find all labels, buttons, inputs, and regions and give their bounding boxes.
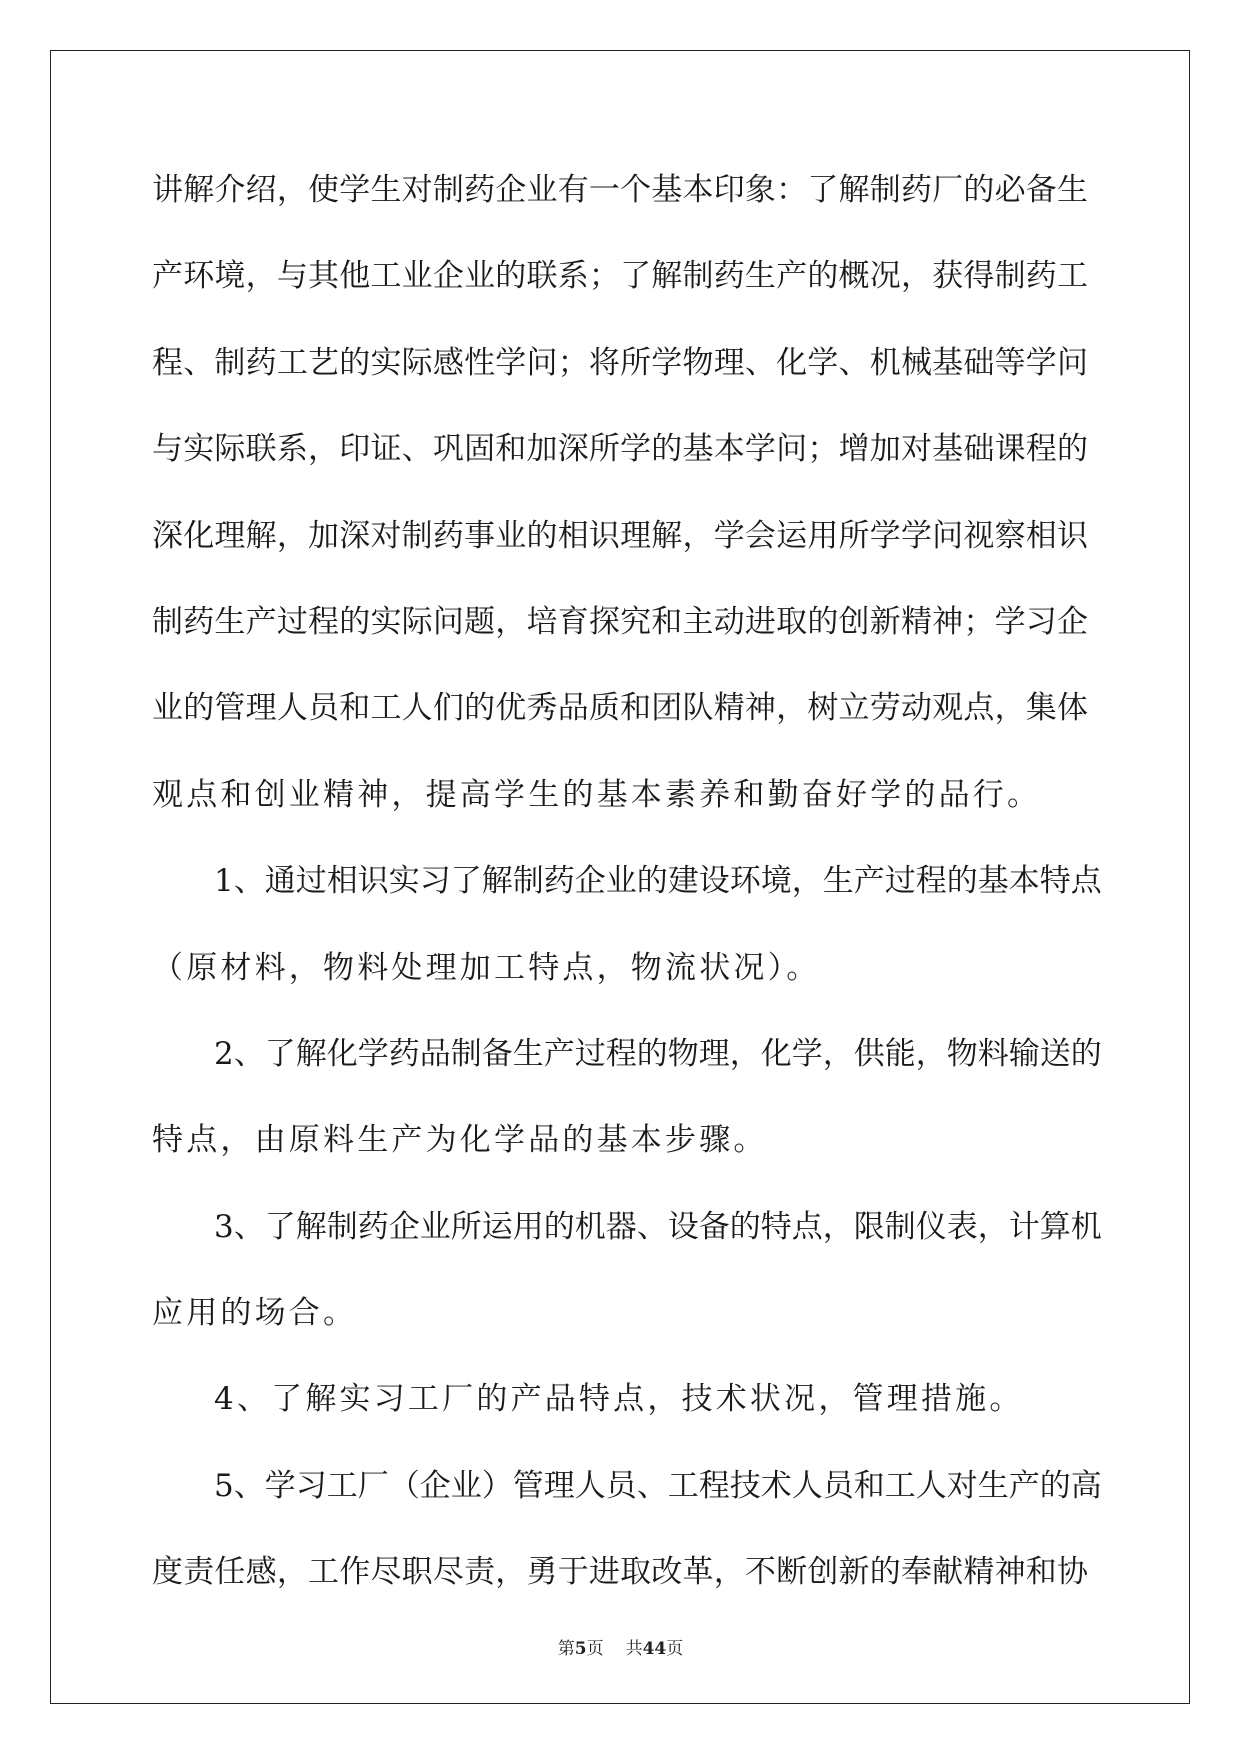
- text-line: 讲解介绍，使学生对制药企业有一个基本印象：了解制药厂的必备生: [152, 172, 1088, 208]
- footer-total-unit: 页: [666, 1639, 684, 1659]
- list-item-4: 4、了解实习工厂的产品特点，技术状况，管理措施。: [214, 1381, 1024, 1418]
- text-line: 观点和创业精神，提高学生的基本素养和勤奋好学的品行。: [152, 776, 1042, 813]
- list-item-3: 3、了解制药企业所运用的机器、设备的特点，限制仪表，计算机: [214, 1208, 1102, 1245]
- total-page-count: 44: [642, 1639, 667, 1659]
- text-line: 与实际联系，印证、巩固和加深所学的基本学问；增加对基础课程的: [152, 431, 1088, 468]
- text-line: 制药生产过程的实际问题，培育探究和主动进取的创新精神；学习企: [152, 603, 1088, 640]
- text-line: 度责任感，工作尽职尽责，勇于进取改革，不断创新的奉献精神和协: [152, 1554, 1088, 1591]
- text-line: 程、制药工艺的实际感性学问；将所学物理、化学、机械基础等学问: [152, 344, 1088, 381]
- document-body: [152, 160, 1102, 1629]
- list-item-1: 1、通过相识实习了解制药企业的建设环境，生产过程的基本特点: [214, 863, 1102, 900]
- text-line: 业的管理人员和工人们的优秀品质和团队精神，树立劳动观点，集体: [152, 690, 1088, 727]
- list-item-5: 5、学习工厂（企业）管理人员、工程技术人员和工人对生产的高: [214, 1467, 1102, 1504]
- text-line: 产环境，与其他工业企业的联系；了解制药生产的概况，获得制药工: [152, 258, 1088, 295]
- page-footer: [0, 1634, 1241, 1659]
- footer-prefix: 第: [557, 1639, 575, 1659]
- current-page-number: 5: [574, 1639, 587, 1659]
- text-line: （原材料，物料处理加工特点，物流状况）。: [152, 949, 821, 986]
- text-line: 特点，由原料生产为化学品的基本步骤。: [152, 1122, 768, 1159]
- footer-page-unit: 页: [586, 1639, 604, 1659]
- list-item-2: 2、了解化学药品制备生产过程的物理，化学，供能，物料输送的: [214, 1035, 1102, 1072]
- text-line: 深化理解，加深对制药事业的相识理解，学会运用所学学问视察相识: [152, 517, 1088, 554]
- footer-total-prefix: 共: [625, 1639, 643, 1659]
- text-line: 应用的场合。: [152, 1295, 358, 1332]
